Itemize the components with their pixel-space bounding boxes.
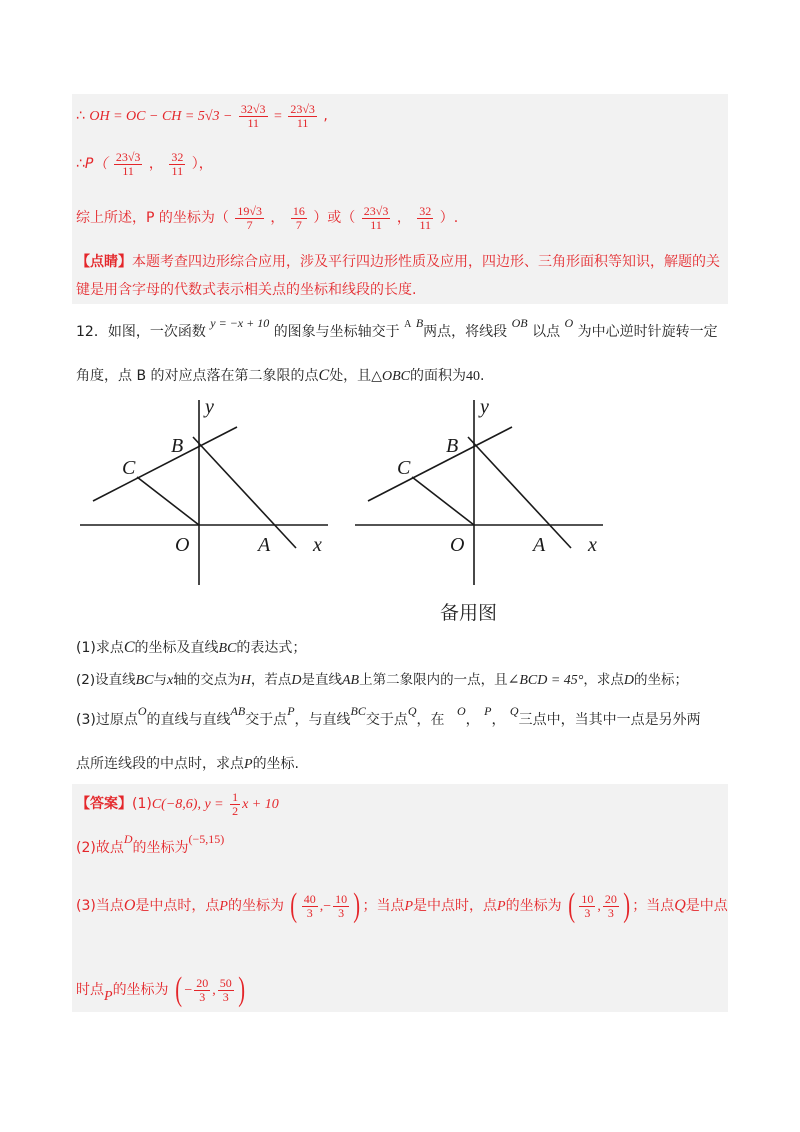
fraction: $\frac{23√3}{11}$ xyxy=(363,203,389,232)
figure-main xyxy=(80,400,328,585)
review-note-line2: 键是用含字母的代数式表示相关点的坐标和线段的长度. xyxy=(76,282,417,298)
question-3-line2: 点所连线段的中点时，求点P的坐标. xyxy=(76,756,300,772)
fraction: $\frac{20}{3}$ xyxy=(196,975,209,1004)
label-a: A xyxy=(258,534,271,556)
fraction: $\frac{23√3}{11}$ xyxy=(290,101,315,130)
label-o: O xyxy=(450,534,465,556)
figure-spare xyxy=(355,400,603,585)
solution-summary: 综上所述，P 的坐标为（ $\frac{19√3}{7}$ ， $\frac{16}{7}$ ）或（ $\frac{23√3}{11}$ ， $\frac{32}{11}$ ）. xyxy=(76,203,459,232)
problem-statement-line1: 12．如图，一次函数 y = −x + 10 的图象与坐标轴交于 $^A$ B两点，将线段 OB 以点 O 为中心逆时针旋转一定 xyxy=(76,316,718,340)
fraction: $\frac{40}{3}$ xyxy=(303,891,316,920)
solution-line-oh: ∴ OH = OC − CH = 5√3 − $\frac{32√3}{11}$ = $\frac{23√3}{11}$ , xyxy=(76,101,328,130)
fraction: $\frac{32}{11}$ xyxy=(171,149,184,178)
fraction: $\frac{32}{11}$ xyxy=(419,203,432,232)
review-tag: 【点睛】 xyxy=(76,254,132,270)
segment-co xyxy=(137,477,199,525)
question-1: (1)求点C的坐标及直线BC的表达式； xyxy=(76,639,307,656)
review-note: 【点睛】本题考查四边形综合应用，涉及平行四边形性质及应用，四边形、三角形面积等知识，解题的关 xyxy=(76,254,720,270)
line-bc xyxy=(93,427,237,501)
answer-1: 【答案】(1)C(−8,6), y = $\frac{1}{2}$ x + 10 xyxy=(76,789,279,818)
problem-statement-line2: 角度，点 B 的对应点落在第二象限的点C处，且△OBC的面积为40. xyxy=(76,367,485,384)
answer-3-line2: 时点P的坐标为 ( − $\frac{20}{3}$ , $\frac{50}{3}$ ) xyxy=(76,971,245,1008)
label-b: B xyxy=(446,435,459,457)
label-x: x xyxy=(588,534,597,556)
fraction: $\frac{10}{3}$ xyxy=(581,891,594,920)
label-c: C xyxy=(122,457,136,479)
line-ab xyxy=(468,437,571,548)
label-y: y xyxy=(205,396,214,418)
fraction: $\frac{10}{3}$ xyxy=(335,891,348,920)
coordinate-figure xyxy=(0,396,800,596)
fraction: $\frac{32√3}{11}$ xyxy=(240,101,266,130)
fraction: $\frac{1}{2}$ xyxy=(232,789,239,818)
fraction: $\frac{20}{3}$ xyxy=(604,891,617,920)
line-bc xyxy=(368,427,512,501)
solution-line-p: ∴P（ $\frac{23√3}{11}$ ， $\frac{32}{11}$ ）， xyxy=(76,149,213,178)
answer-tag: 【答案】 xyxy=(76,796,132,812)
fraction: $\frac{16}{7}$ xyxy=(292,203,305,232)
fraction: $\frac{19√3}{7}$ xyxy=(237,203,262,232)
question-3: (3)过原点O的直线与直线AB交于点P，与直线BC交于点Q，在 O， P， Q三点中，当其中一点是另外两 xyxy=(76,704,701,728)
fraction: $\frac{50}{3}$ xyxy=(219,975,232,1004)
label-a: A xyxy=(533,534,546,556)
figure-caption: 备用图 xyxy=(440,602,498,624)
question-2: (2)设直线BC与x轴的交点为H，若点D是直线AB上第二象限内的一点，且∠BCD = 45°，求点D的坐标； xyxy=(76,672,688,688)
label-b: B xyxy=(171,435,184,457)
label-c: C xyxy=(397,457,411,479)
line-ab xyxy=(193,437,296,548)
label-y: y xyxy=(480,396,489,418)
label-o: O xyxy=(175,534,190,556)
segment-co xyxy=(412,477,474,525)
label-x: x xyxy=(313,534,322,556)
answer-2: (2)故点D的坐标为(−5,15) xyxy=(76,832,225,856)
fraction: $\frac{23√3}{11}$ xyxy=(115,149,141,178)
answer-3: (3)当点O是中点时，点P的坐标为 ( $\frac{40}{3}$ ,− $\frac{10}{3}$ ) ；当点P是中点时，点P的坐标为 ( $\frac{10}{3}$ , $\frac{20}{3}$ ) ；当点Q是中点 xyxy=(76,887,728,924)
